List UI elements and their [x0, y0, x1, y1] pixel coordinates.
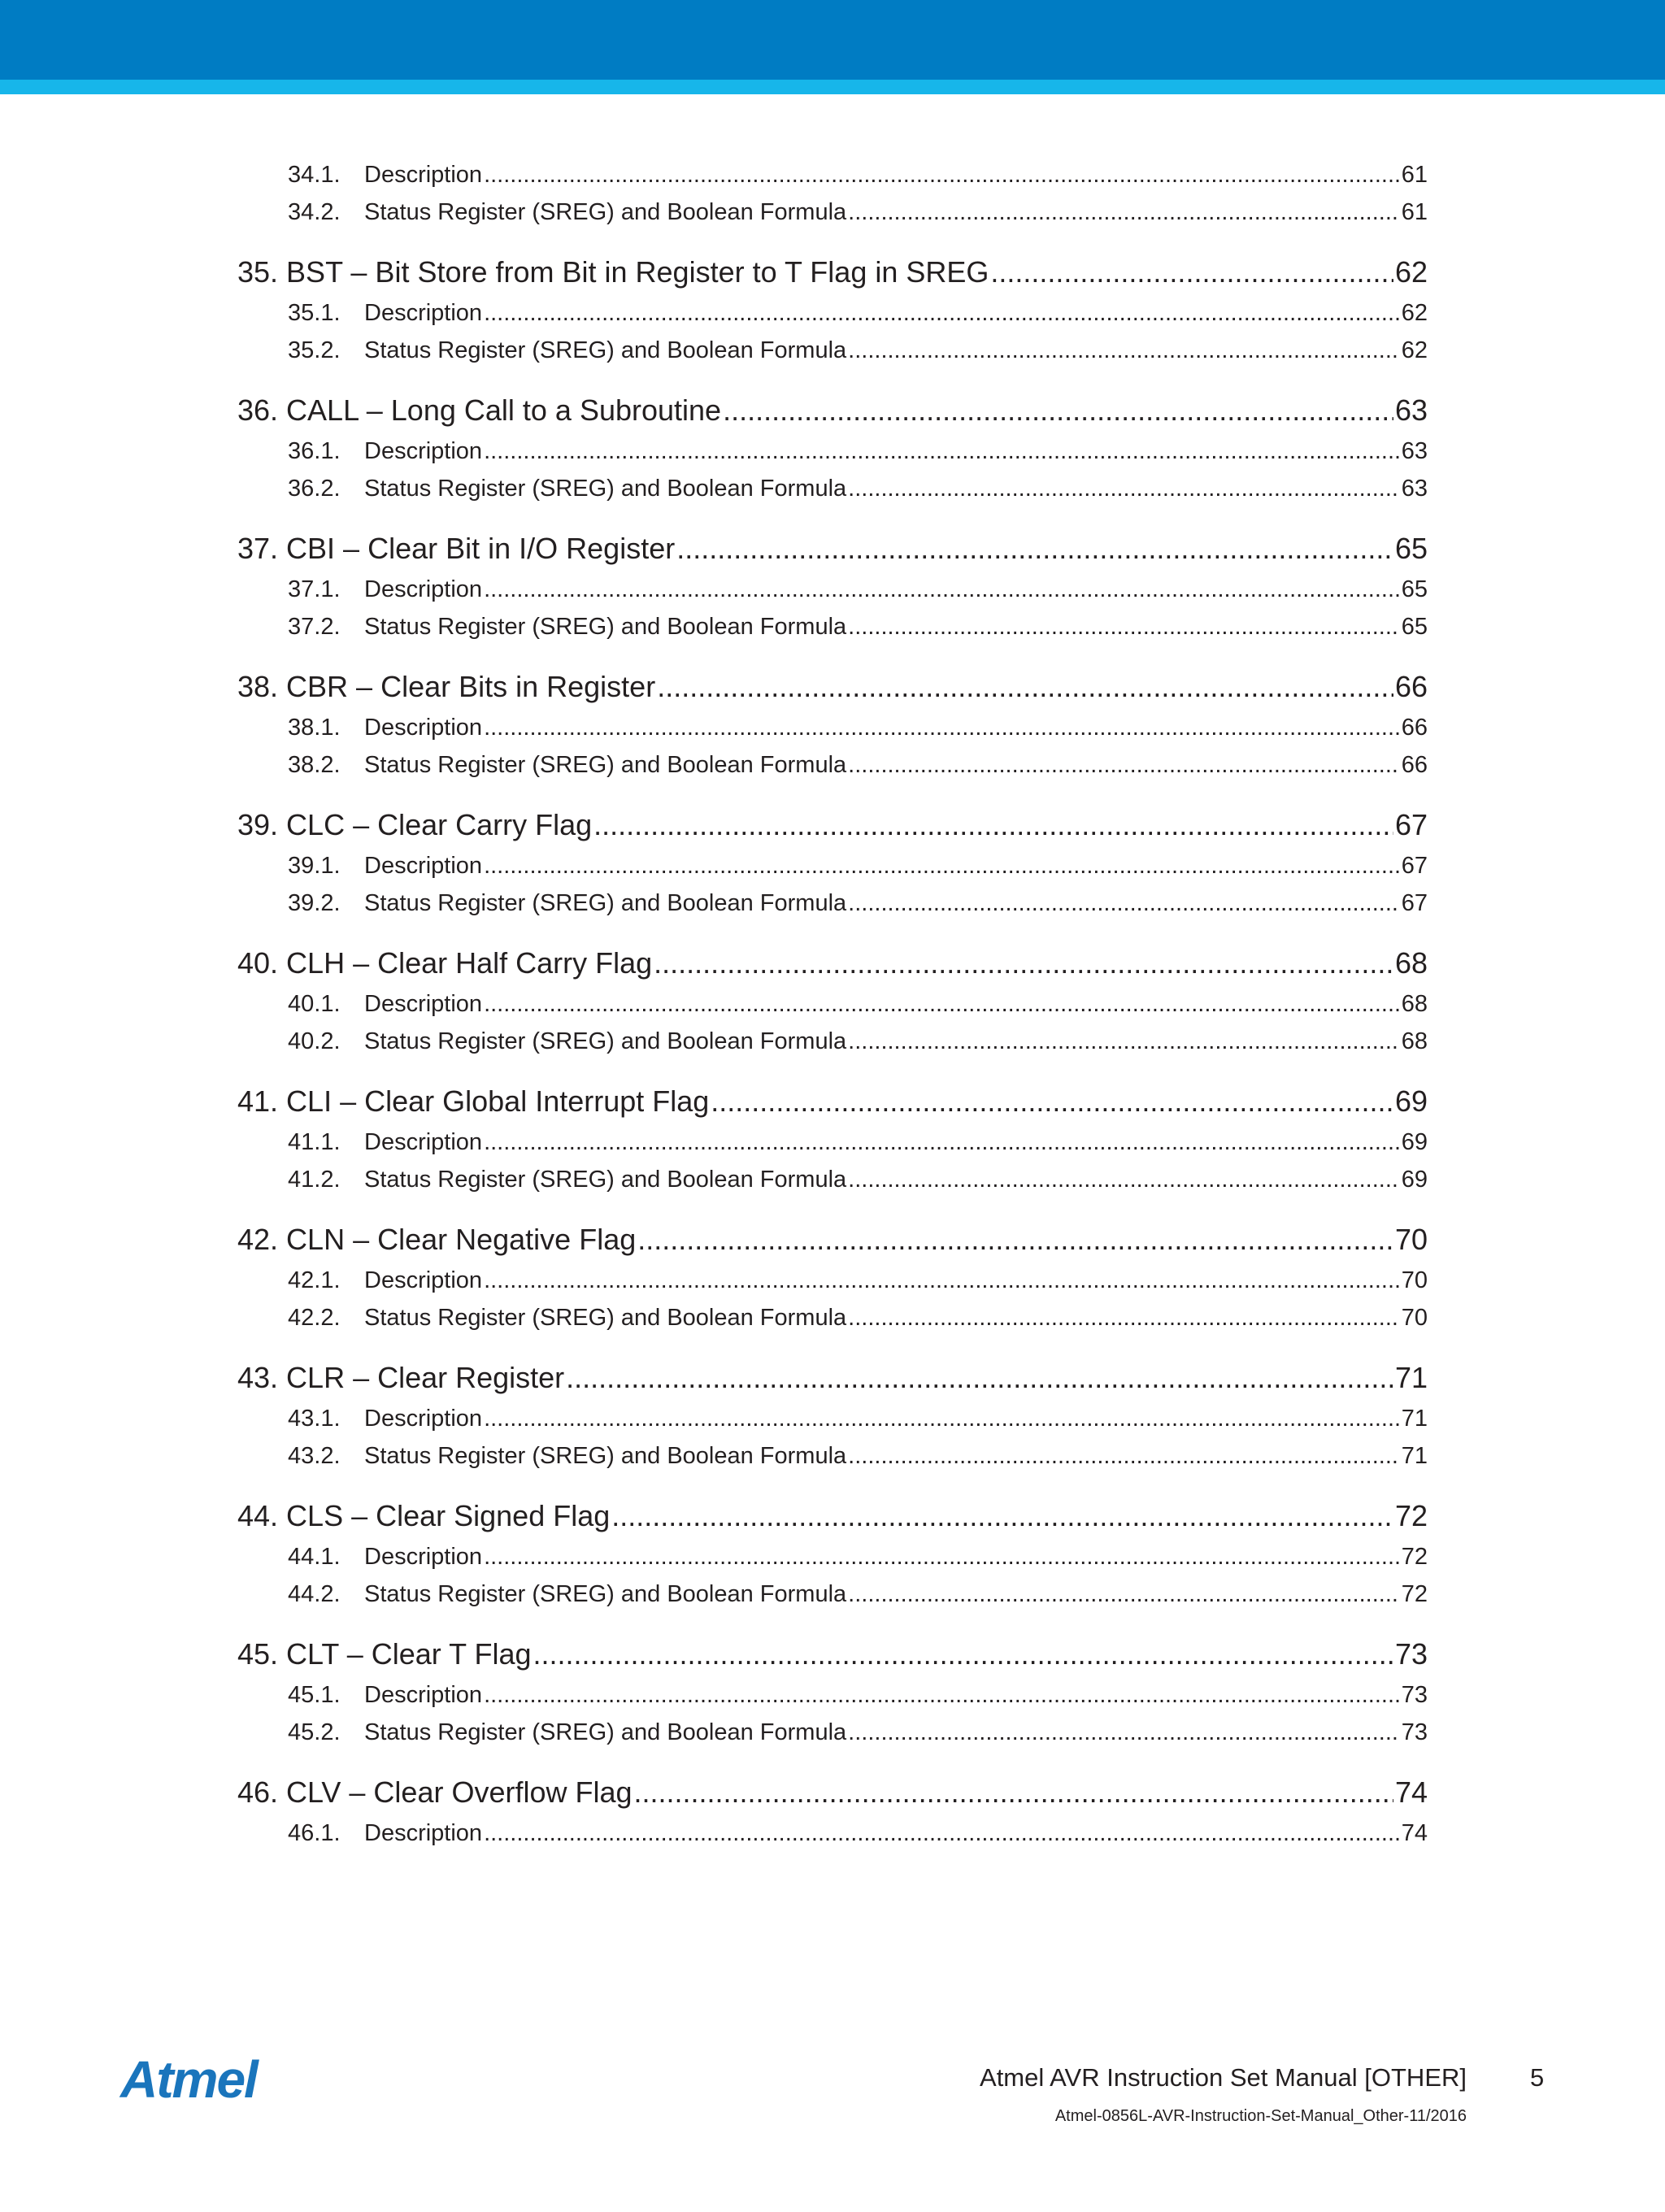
toc-dot-leader	[484, 1676, 1400, 1714]
toc-entry-title: CLR – Clear Register	[286, 1361, 565, 1394]
toc-entry-number: 46.	[237, 1775, 279, 1809]
toc-subentry-page: 63	[1401, 476, 1428, 502]
toc-subentry-number: 42.1.	[288, 1267, 341, 1293]
toc-dot-leader	[593, 803, 1393, 847]
toc-subentry[interactable]	[237, 1123, 1428, 1161]
toc-dot-leader	[676, 527, 1393, 571]
toc-subentry-title: Description	[364, 1406, 483, 1432]
toc-dot-leader	[484, 1538, 1400, 1575]
toc-entry-number: 42.	[237, 1223, 279, 1256]
toc-entry-page: 65	[1394, 532, 1428, 565]
toc-dot-leader	[848, 1714, 1400, 1751]
toc-subentry-page: 73	[1401, 1719, 1428, 1745]
toc-subentry[interactable]	[237, 571, 1428, 608]
toc-subentry-page: 73	[1401, 1682, 1428, 1708]
page-number: 5	[1530, 2063, 1545, 2092]
toc-dot-leader	[484, 1123, 1400, 1161]
toc-subentry-number: 45.2.	[288, 1719, 341, 1745]
toc-dot-leader	[657, 665, 1393, 709]
toc-subentry-title: Description	[364, 1820, 483, 1846]
toc-subentry[interactable]	[237, 847, 1428, 884]
toc-section	[237, 665, 1428, 784]
toc-entry-page: 71	[1394, 1361, 1428, 1394]
toc-entry[interactable]	[237, 1632, 1428, 1676]
toc-dot-leader	[484, 1262, 1400, 1299]
toc-section	[237, 941, 1428, 1060]
toc-dot-leader	[848, 1161, 1400, 1198]
toc-subentry[interactable]	[237, 156, 1428, 193]
toc-subentry-number: 35.1.	[288, 300, 341, 326]
toc-entry-number: 37.	[237, 532, 279, 565]
toc-entry-page: 69	[1394, 1084, 1428, 1118]
toc-entry[interactable]	[237, 665, 1428, 709]
toc-dot-leader	[654, 941, 1393, 985]
toc-subentry[interactable]	[237, 1714, 1428, 1751]
toc-entry-number: 38.	[237, 670, 279, 703]
toc-entry-title: CLN – Clear Negative Flag	[286, 1223, 637, 1256]
table-of-contents	[237, 156, 1428, 1871]
toc-dot-leader	[484, 1814, 1400, 1852]
toc-dot-leader	[848, 608, 1400, 645]
toc-entry-title: CALL – Long Call to a Subroutine	[286, 393, 722, 427]
toc-entry-number: 41.	[237, 1084, 279, 1118]
toc-dot-leader	[848, 746, 1400, 784]
toc-dot-leader	[533, 1632, 1393, 1676]
toc-section	[237, 1632, 1428, 1751]
toc-entry-number: 39.	[237, 808, 279, 841]
toc-section	[237, 250, 1428, 369]
toc-subentry[interactable]	[237, 608, 1428, 645]
toc-entry-page: 72	[1394, 1499, 1428, 1532]
toc-subentry-page: 69	[1401, 1167, 1428, 1193]
toc-dot-leader	[848, 884, 1400, 922]
toc-subentry-number: 38.2.	[288, 752, 341, 778]
toc-section	[237, 1356, 1428, 1475]
atmel-logo	[119, 2049, 281, 2110]
toc-entry-number: 43.	[237, 1361, 279, 1394]
toc-subentry[interactable]	[237, 1400, 1428, 1437]
toc-subentry[interactable]	[237, 1676, 1428, 1714]
toc-subentry-number: 43.1.	[288, 1406, 341, 1432]
toc-subentry-title: Status Register (SREG) and Boolean Formula	[364, 1028, 847, 1054]
header-stripe	[0, 80, 1665, 94]
toc-entry-title: CLV – Clear Overflow Flag	[286, 1775, 633, 1809]
toc-subentry-page: 66	[1401, 752, 1428, 778]
toc-dot-leader	[848, 332, 1400, 369]
document-id: Atmel-0856L-AVR-Instruction-Set-Manual_Other-11/2016	[1054, 2107, 1467, 2125]
toc-subentry-page: 69	[1401, 1129, 1428, 1155]
toc-subentry-number: 41.2.	[288, 1167, 341, 1193]
toc-subentry-page: 68	[1401, 991, 1428, 1017]
toc-dot-leader	[484, 709, 1400, 746]
toc-subentry[interactable]	[237, 470, 1428, 507]
header-band	[0, 0, 1665, 80]
toc-subentry-number: 39.1.	[288, 853, 341, 879]
toc-subentry-page: 65	[1401, 576, 1428, 602]
toc-subentry[interactable]	[237, 746, 1428, 784]
toc-entry-title: CBR – Clear Bits in Register	[286, 670, 656, 703]
toc-entry[interactable]	[237, 941, 1428, 985]
toc-subentry-number: 37.2.	[288, 614, 341, 640]
toc-subentry[interactable]	[237, 884, 1428, 922]
toc-subentry[interactable]	[237, 1538, 1428, 1575]
toc-entry-title: CBI – Clear Bit in I/O Register	[286, 532, 676, 565]
toc-subentry-number: 38.1.	[288, 715, 341, 741]
toc-dot-leader	[990, 250, 1393, 294]
toc-dot-leader	[848, 470, 1400, 507]
toc-dot-leader	[848, 1023, 1400, 1060]
toc-dot-leader	[711, 1080, 1393, 1123]
toc-subentry-title: Status Register (SREG) and Boolean Formula	[364, 890, 847, 916]
toc-subentry-number: 36.2.	[288, 476, 341, 502]
toc-entry-page: 73	[1394, 1637, 1428, 1671]
toc-subentry[interactable]	[237, 1299, 1428, 1336]
toc-section	[237, 803, 1428, 922]
toc-subentry-title: Description	[364, 438, 483, 464]
toc-dot-leader	[848, 1437, 1400, 1475]
toc-subentry-title: Status Register (SREG) and Boolean Formula	[364, 1719, 847, 1745]
toc-subentry[interactable]	[237, 1262, 1428, 1299]
toc-subentry-page: 62	[1401, 337, 1428, 363]
toc-subentry-title: Status Register (SREG) and Boolean Formula	[364, 337, 847, 363]
toc-subentry-number: 41.1.	[288, 1129, 341, 1155]
toc-subentry-number: 42.2.	[288, 1305, 341, 1331]
toc-subentry[interactable]	[237, 1575, 1428, 1613]
toc-section	[237, 1218, 1428, 1336]
toc-entry-page: 74	[1394, 1775, 1428, 1809]
toc-subentry-number: 36.1.	[288, 438, 341, 464]
toc-subentry-page: 65	[1401, 614, 1428, 640]
toc-subentry-page: 61	[1401, 199, 1428, 225]
toc-subentry-number: 35.2.	[288, 337, 341, 363]
toc-section	[237, 1080, 1428, 1198]
toc-subentry-title: Status Register (SREG) and Boolean Formula	[364, 1443, 847, 1469]
toc-entry[interactable]	[237, 1356, 1428, 1400]
toc-subentry-page: 70	[1401, 1267, 1428, 1293]
toc-subentry-number: 34.1.	[288, 162, 341, 188]
toc-subentry-page: 67	[1401, 853, 1428, 879]
toc-subentry-title: Status Register (SREG) and Boolean Formula	[364, 476, 847, 502]
toc-subentry[interactable]	[237, 985, 1428, 1023]
toc-entry[interactable]	[237, 1494, 1428, 1538]
toc-subentry-number: 34.2.	[288, 199, 341, 225]
toc-dot-leader	[637, 1218, 1393, 1262]
toc-entry-title: CLT – Clear T Flag	[286, 1637, 532, 1671]
toc-subentry-page: 72	[1401, 1581, 1428, 1607]
toc-subentry[interactable]	[237, 709, 1428, 746]
toc-entry-number: 45.	[237, 1637, 279, 1671]
toc-dot-leader	[611, 1494, 1393, 1538]
toc-dot-leader	[566, 1356, 1393, 1400]
toc-subentry-page: 68	[1401, 1028, 1428, 1054]
toc-entry-page: 67	[1394, 808, 1428, 841]
toc-orphan-items	[237, 156, 1428, 231]
toc-dot-leader	[848, 1299, 1400, 1336]
toc-dot-leader	[484, 156, 1400, 193]
toc-subentry[interactable]	[237, 1161, 1428, 1198]
toc-subentry-number: 40.2.	[288, 1028, 341, 1054]
toc-entry[interactable]	[237, 1080, 1428, 1123]
toc-entry-page: 68	[1394, 946, 1428, 980]
toc-subentry-page: 70	[1401, 1305, 1428, 1331]
toc-section	[237, 527, 1428, 645]
toc-dot-leader	[848, 193, 1400, 231]
toc-section	[237, 1771, 1428, 1852]
toc-subentry-title: Description	[364, 1267, 483, 1293]
toc-subentry-title: Status Register (SREG) and Boolean Formula	[364, 1167, 847, 1193]
toc-subentry[interactable]	[237, 294, 1428, 332]
toc-subentry-number: 39.2.	[288, 890, 341, 916]
toc-subentry-title: Description	[364, 300, 483, 326]
toc-entry-title: CLS – Clear Signed Flag	[286, 1499, 611, 1532]
toc-entry-title: CLH – Clear Half Carry Flag	[286, 946, 653, 980]
toc-sections	[237, 250, 1428, 1852]
toc-subentry-title: Description	[364, 1544, 483, 1570]
toc-dot-leader	[484, 294, 1400, 332]
toc-subentry-title: Status Register (SREG) and Boolean Formula	[364, 752, 847, 778]
toc-dot-leader	[723, 389, 1393, 432]
toc-subentry-number: 43.2.	[288, 1443, 341, 1469]
toc-subentry-page: 63	[1401, 438, 1428, 464]
toc-entry-title: CLC – Clear Carry Flag	[286, 808, 593, 841]
toc-subentry-title: Status Register (SREG) and Boolean Formula	[364, 1305, 847, 1331]
toc-subentry-title: Description	[364, 1129, 483, 1155]
toc-section	[237, 389, 1428, 507]
toc-subentry[interactable]	[237, 193, 1428, 231]
toc-entry-number: 44.	[237, 1499, 279, 1532]
toc-subentry-page: 66	[1401, 715, 1428, 741]
toc-subentry-page: 71	[1401, 1406, 1428, 1432]
toc-entry-number: 36.	[237, 393, 279, 427]
toc-subentry-number: 37.1.	[288, 576, 341, 602]
toc-subentry-title: Description	[364, 991, 483, 1017]
toc-dot-leader	[484, 432, 1400, 470]
toc-entry-page: 66	[1394, 670, 1428, 703]
toc-subentry-number: 44.1.	[288, 1544, 341, 1570]
toc-dot-leader	[484, 1400, 1400, 1437]
toc-entry-page: 70	[1394, 1223, 1428, 1256]
toc-subentry-number: 40.1.	[288, 991, 341, 1017]
toc-subentry-number: 44.2.	[288, 1581, 341, 1607]
toc-subentry-page: 62	[1401, 300, 1428, 326]
toc-subentry-title: Description	[364, 162, 483, 188]
toc-subentry-title: Status Register (SREG) and Boolean Formula	[364, 614, 847, 640]
toc-entry[interactable]	[237, 803, 1428, 847]
toc-entry-title: BST – Bit Store from Bit in Register to T Flag in SREG	[286, 255, 989, 289]
toc-entry[interactable]	[237, 1218, 1428, 1262]
toc-subentry-title: Description	[364, 853, 483, 879]
toc-entry[interactable]	[237, 389, 1428, 432]
toc-dot-leader	[484, 985, 1400, 1023]
toc-entry-page: 62	[1394, 255, 1428, 289]
toc-subentry-title: Description	[364, 715, 483, 741]
toc-entry-number: 35.	[237, 255, 279, 289]
toc-subentry[interactable]	[237, 1814, 1428, 1852]
toc-subentry-page: 61	[1401, 162, 1428, 188]
toc-entry-title: CLI – Clear Global Interrupt Flag	[286, 1084, 710, 1118]
toc-subentry-page: 74	[1401, 1820, 1428, 1846]
toc-subentry-number: 46.1.	[288, 1820, 341, 1846]
toc-section	[237, 1494, 1428, 1613]
toc-dot-leader	[848, 1575, 1400, 1613]
toc-entry[interactable]	[237, 527, 1428, 571]
toc-subentry-title: Status Register (SREG) and Boolean Formula	[364, 1581, 847, 1607]
toc-dot-leader	[484, 847, 1400, 884]
toc-entry[interactable]	[237, 1771, 1428, 1814]
toc-subentry-title: Description	[364, 576, 483, 602]
toc-subentry[interactable]	[237, 1437, 1428, 1475]
toc-entry[interactable]	[237, 250, 1428, 294]
toc-subentry-title: Status Register (SREG) and Boolean Formula	[364, 199, 847, 225]
svg-text:Atmel: Atmel	[120, 2050, 257, 2109]
toc-entry-page: 63	[1394, 393, 1428, 427]
document-title: Atmel AVR Instruction Set Manual [OTHER]	[980, 2063, 1467, 2092]
toc-entry-number: 40.	[237, 946, 279, 980]
toc-subentry[interactable]	[237, 1023, 1428, 1060]
toc-dot-leader	[634, 1771, 1393, 1814]
toc-dot-leader	[484, 571, 1400, 608]
toc-subentry-page: 72	[1401, 1544, 1428, 1570]
toc-subentry-page: 67	[1401, 890, 1428, 916]
toc-subentry-page: 71	[1401, 1443, 1428, 1469]
toc-subentry[interactable]	[237, 332, 1428, 369]
toc-subentry[interactable]	[237, 432, 1428, 470]
toc-subentry-number: 45.1.	[288, 1682, 341, 1708]
toc-subentry-title: Description	[364, 1682, 483, 1708]
